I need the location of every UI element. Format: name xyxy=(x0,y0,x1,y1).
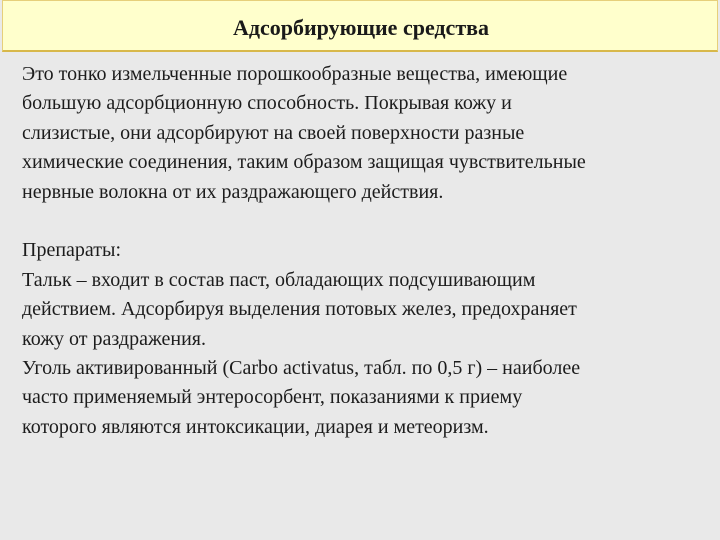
slide-body xyxy=(22,60,712,442)
carbon-line: часто применяемый энтеросорбент, показаниями к приему xyxy=(22,386,523,409)
talc-paragraph xyxy=(22,266,712,354)
intro-line: большую адсорбционную способность. Покрывая кожу и xyxy=(22,92,512,115)
paragraph-gap xyxy=(22,207,712,236)
carbon-line: которого являются интоксикации, диарея и метеоризм. xyxy=(22,415,489,438)
intro-line: слизистые, они адсорбируют на своей поверхности разные xyxy=(22,121,525,144)
carbon-line: Уголь активированный (Carbo activatus, табл. по 0,5 г) – наиболее xyxy=(22,357,581,380)
talc-line: Тальк – входит в состав паст, обладающих подсушивающим xyxy=(22,268,536,291)
talc-line: кожу от раздражения. xyxy=(22,327,207,350)
talc-line: действием. Адсорбируя выделения потовых желез, предохраняет xyxy=(22,298,577,321)
preparations-heading: Препараты: xyxy=(22,239,121,262)
intro-line: Это тонко измельченные порошкообразные вещества, имеющие xyxy=(22,63,568,85)
slide-title: Адсорбирующие средства xyxy=(232,15,490,40)
intro-line: химические соединения, таким образом защищая чувствительные xyxy=(22,151,586,174)
title-bar xyxy=(2,0,718,52)
carbon-paragraph xyxy=(22,354,712,442)
intro-line: нервные волокна от их раздражающего действия. xyxy=(22,180,444,203)
intro-paragraph xyxy=(22,60,712,207)
